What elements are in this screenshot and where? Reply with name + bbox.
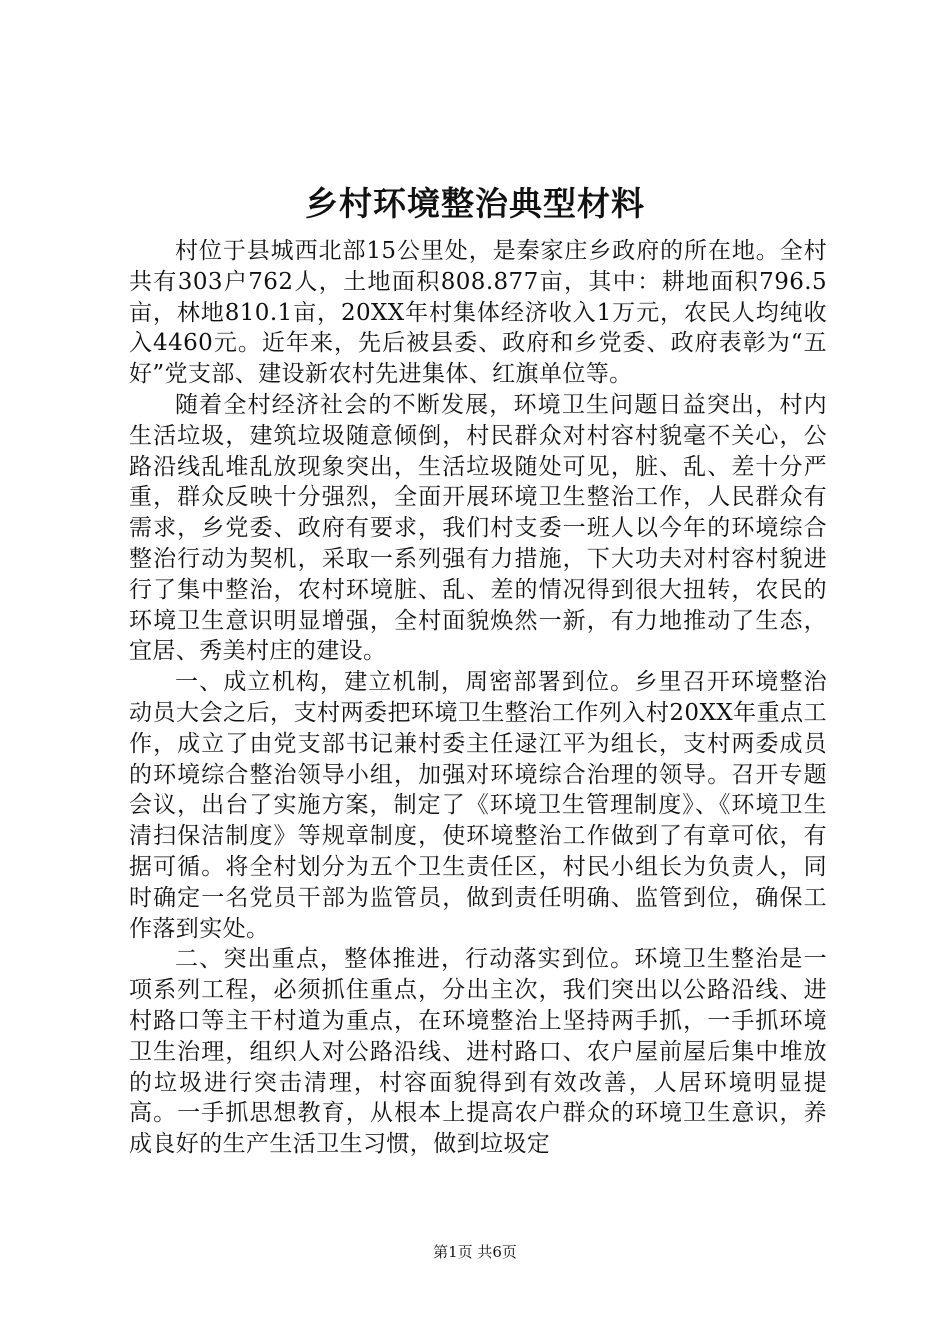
paragraph-intro: 村位于县城西北部15公里处，是秦家庄乡政府的所在地。全村共有303户762人，土地面积808.877亩，其中：耕地面积796.5亩，林地810.1亩，20XX年村集体经济收入1万元，农民人均纯收入4460元。近年来，先后被县委、政府和乡党委、政府表彰为“五好”党支部、建设新农村先进集体、红旗单位等。 — [129, 238, 827, 388]
paragraph-section-two: 二、突出重点，整体推进，行动落实到位。环境卫生整治是一项系列工程，必须抓住重点，分出主次，我们突出以公路沿线、进村路口等主干村道为重点，在环境整治上坚持两手抓，一手抓环境卫生治理，组织人对公路沿线、进村路口、农户屋前屋后集中堆放的垃圾进行突击清理，村容面貌得到有效改善，人居环境明显提高。一手抓思想教育，从根本上提高农户群众的环境卫生意识，养成良好的生产生活卫生习惯，做到垃圾定 — [129, 946, 827, 1158]
document-title: 乡村环境整治典型材料 — [305, 184, 645, 223]
paragraph-section-one: 一、成立机构，建立机制，周密部署到位。乡里召开环境整治动员大会之后，支村两委把环境卫生整治工作列入村20XX年重点工作，成立了由党支部书记兼村委主任逯江平为组长，支村两委成员的环境综合整治领导小组，加强对环境综合治理的领导。召开专题会议，出台了实施方案，制定了《环境卫生管理制度》、《环境卫生清扫保洁制度》等规章制度，使环境整治工作做到了有章可依，有据可循。将全村划分为五个卫生责任区，村民小组长为负责人，同时确定一名党员干部为监管员，做到责任明确、监管到位，确保工作落到实处。 — [129, 669, 827, 942]
document-body — [129, 236, 827, 1160]
page-footer: 第1页 共6页 — [433, 1243, 517, 1261]
paragraph-background: 随着全村经济社会的不断发展，环境卫生问题日益突出，村内生活垃圾，建筑垃圾随意倾倒，村民群众对村容村貌毫不关心，公路沿线乱堆乱放现象突出，生活垃圾随处可见，脏、乱、差十分严重，群众反映十分强烈，全面开展环境卫生整治工作，人民群众有需求，乡党委、政府有要求，我们村支委一班人以今年的环境综合整治行动为契机，采取一系列强有力措施，下大功夫对村容村貌进行了集中整治，农村环境脏、乱、差的情况得到很大扭转，农民的环境卫生意识明显增强，全村面貌焕然一新，有力地推动了生态，宜居、秀美村庄的建设。 — [129, 391, 827, 665]
